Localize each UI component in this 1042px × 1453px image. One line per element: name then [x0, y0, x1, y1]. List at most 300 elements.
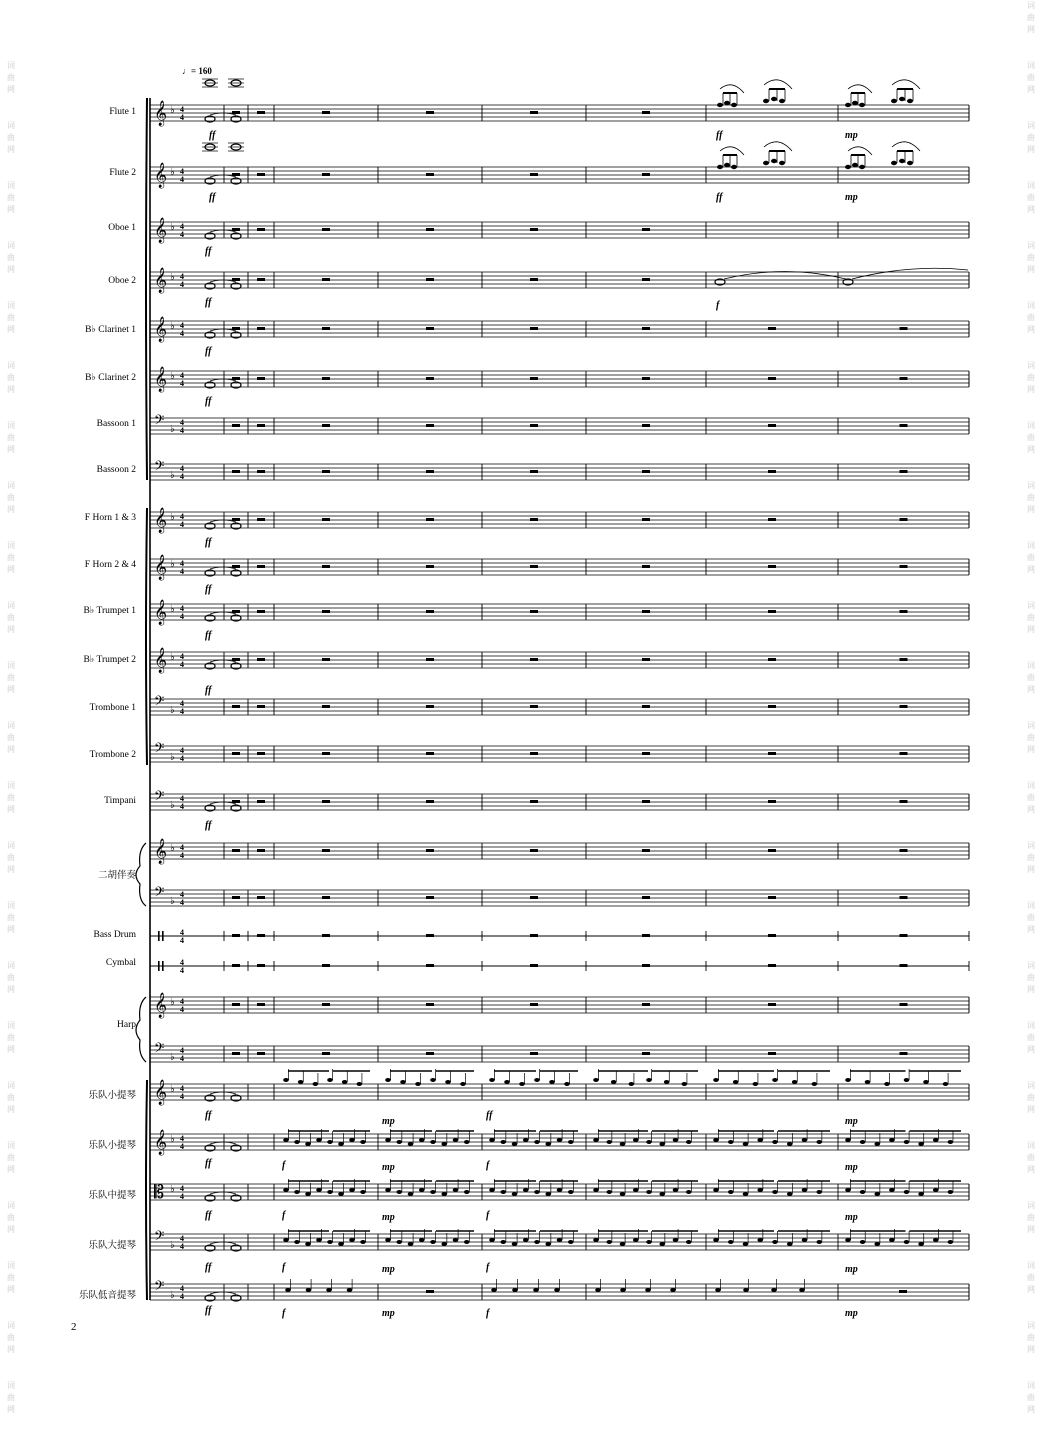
watermark-char: 网 — [7, 745, 15, 754]
whole-rest — [768, 934, 776, 937]
watermark-char: 词 — [7, 1321, 15, 1330]
whole-rest — [900, 377, 908, 380]
whole-rest — [426, 173, 434, 176]
whole-rest — [322, 1003, 330, 1006]
whole-rest — [530, 1003, 538, 1006]
treble-clef-icon: 𝄞 — [154, 163, 168, 188]
watermark-char: 网 — [1027, 85, 1035, 94]
dynamic-marking: f — [486, 1262, 490, 1273]
time-signature-bottom: 4 — [180, 1005, 184, 1014]
whole-rest — [257, 228, 265, 231]
note-head — [606, 1240, 612, 1244]
whole-rest — [530, 424, 538, 427]
time-signature-bottom: 4 — [180, 426, 184, 435]
note-head — [491, 1288, 497, 1292]
note-head — [347, 1288, 353, 1292]
watermark-char: 网 — [1027, 1285, 1035, 1294]
whole-rest — [642, 610, 650, 613]
watermark-gap — [1023, 1236, 1039, 1260]
note-head — [728, 1240, 734, 1244]
note-head — [673, 1188, 679, 1192]
watermark-char: 词 — [1027, 901, 1035, 910]
whole-rest — [530, 377, 538, 380]
note-head — [933, 1188, 939, 1192]
watermark-char: 词 — [7, 841, 15, 850]
whole-rest — [322, 658, 330, 661]
whole-rest — [232, 849, 240, 852]
dynamic-marking: mp — [845, 192, 858, 203]
watermark-char: 网 — [7, 85, 15, 94]
watermark-char: 网 — [7, 1345, 15, 1354]
whole-rest — [642, 327, 650, 330]
dynamic-marking: ff — [205, 537, 212, 548]
note-head — [316, 1238, 322, 1242]
note-head — [874, 1142, 880, 1146]
note-head — [802, 1138, 808, 1142]
whole-rest — [642, 896, 650, 899]
note-head — [283, 1078, 289, 1082]
flat-key-icon: ♭ — [170, 1290, 175, 1301]
watermark-char: 词 — [7, 301, 15, 310]
note-head — [645, 1288, 651, 1292]
time-signature-top: 4 — [180, 652, 184, 661]
note-head — [419, 1188, 425, 1192]
whole-rest — [768, 964, 776, 967]
treble-clef-icon: 𝄞 — [154, 268, 168, 293]
time-signature-top: 4 — [180, 512, 184, 521]
instrument-label-bb-trumpet-2: B♭ Trumpet 2 — [83, 655, 136, 665]
note-head — [557, 1188, 563, 1192]
note-head — [802, 1188, 808, 1192]
watermark-char: 曲 — [7, 733, 15, 742]
note-head — [802, 1238, 808, 1242]
watermark-char: 曲 — [7, 673, 15, 682]
whole-rest — [768, 896, 776, 899]
woodwind-bracket — [146, 98, 147, 480]
watermark-char: 词 — [1027, 1381, 1035, 1390]
whole-rest — [900, 1052, 908, 1055]
whole-rest — [768, 610, 776, 613]
note-head — [357, 1082, 363, 1086]
note-head — [874, 1242, 880, 1246]
time-signature-top: 4 — [180, 559, 184, 568]
dynamic-marking: mp — [382, 1308, 395, 1319]
dynamic-marking: mp — [382, 1264, 395, 1275]
whole-rest — [322, 173, 330, 176]
whole-rest — [426, 705, 434, 708]
whole-rest — [232, 752, 240, 755]
whole-rest — [530, 849, 538, 852]
watermark-char: 曲 — [7, 1273, 15, 1282]
watermark-char: 网 — [1027, 985, 1035, 994]
flat-key-icon: ♭ — [170, 752, 175, 763]
time-signature-top: 4 — [180, 464, 184, 473]
whole-rest — [257, 1052, 265, 1055]
whole-rest — [900, 934, 908, 937]
whole-rest — [768, 1052, 776, 1055]
watermark-char: 词 — [7, 1081, 15, 1090]
whole-rest — [232, 470, 240, 473]
whole-rest — [257, 377, 265, 380]
watermark-char: 网 — [1027, 1225, 1035, 1234]
note-head — [852, 163, 858, 167]
whole-rest — [900, 518, 908, 521]
note-head — [523, 1138, 529, 1142]
tie — [724, 272, 846, 280]
note-head — [771, 1288, 777, 1292]
slur — [848, 85, 872, 93]
bass-clef-icon: 𝄢 — [154, 1040, 165, 1059]
note-head — [430, 1140, 436, 1144]
note-head — [772, 1240, 778, 1244]
note-head — [453, 1238, 459, 1242]
whole-rest — [530, 752, 538, 755]
watermark-char: 曲 — [7, 193, 15, 202]
time-signature-top: 4 — [180, 1134, 184, 1143]
watermark-gap — [1023, 696, 1039, 720]
whole-rest — [900, 705, 908, 708]
note-head — [534, 1240, 540, 1244]
flat-key-icon: ♭ — [170, 896, 175, 907]
watermark-gap — [3, 936, 19, 960]
note-head — [728, 1140, 734, 1144]
note-head — [816, 1140, 822, 1144]
note-head — [713, 1078, 719, 1082]
note-head — [408, 1192, 414, 1196]
watermark-gap — [1023, 216, 1039, 240]
note-head — [779, 161, 785, 165]
watermark-gap — [1023, 516, 1039, 540]
dynamic-marking: ff — [205, 1262, 212, 1273]
note-head — [918, 1192, 924, 1196]
note-head — [904, 1240, 910, 1244]
time-signature-bottom: 4 — [180, 567, 184, 576]
watermark-char: 网 — [1027, 865, 1035, 874]
watermark-char: 曲 — [1027, 73, 1035, 82]
whole-rest — [322, 849, 330, 852]
note-head — [489, 1238, 495, 1242]
watermark-char: 曲 — [1027, 1393, 1035, 1402]
watermark-gap — [1023, 876, 1039, 900]
slur — [892, 142, 920, 151]
whole-rest — [232, 658, 240, 661]
note-head — [646, 1078, 652, 1082]
watermark-char: 网 — [7, 805, 15, 814]
note-head — [865, 1080, 871, 1084]
dynamic-marking: ff — [205, 346, 212, 357]
watermark-gap — [3, 1356, 19, 1380]
watermark-char: 曲 — [7, 793, 15, 802]
note-head — [646, 1140, 652, 1144]
note-head — [757, 1138, 763, 1142]
note-head — [327, 1190, 333, 1194]
watermark-gap — [3, 276, 19, 300]
note-head — [568, 1190, 574, 1194]
note-head — [554, 1288, 560, 1292]
whole-rest — [322, 424, 330, 427]
note-head — [659, 1192, 665, 1196]
whole-rest — [530, 1052, 538, 1055]
watermark-char: 网 — [7, 1225, 15, 1234]
treble-clef-icon: 𝄞 — [154, 648, 168, 673]
note-head — [338, 1242, 344, 1246]
watermark-char: 网 — [1027, 205, 1035, 214]
watermark-left — [3, 60, 19, 1440]
whole-rest — [642, 964, 650, 967]
percussion-clef-icon — [158, 931, 160, 941]
watermark-char: 曲 — [7, 973, 15, 982]
treble-clef-icon: 𝄞 — [154, 317, 168, 342]
watermark-char: 曲 — [1027, 1273, 1035, 1282]
watermark-char: 曲 — [1027, 1213, 1035, 1222]
note-head — [519, 1082, 525, 1086]
dynamic-marking: mp — [845, 130, 858, 141]
watermark-gap — [3, 576, 19, 600]
whole-rest — [257, 800, 265, 803]
flat-key-icon: ♭ — [170, 652, 175, 663]
flat-key-icon: ♭ — [170, 321, 175, 332]
note-head — [779, 99, 785, 103]
whole-rest — [900, 424, 908, 427]
whole-rest — [322, 752, 330, 755]
dynamic-marking: ff — [209, 130, 216, 141]
note-head — [294, 1140, 300, 1144]
watermark-char: 曲 — [1027, 553, 1035, 562]
time-signature-bottom: 4 — [180, 851, 184, 860]
note-head — [338, 1142, 344, 1146]
note-head — [620, 1192, 626, 1196]
note-head — [948, 1140, 954, 1144]
note-head — [464, 1240, 470, 1244]
treble-clef-icon: 𝄞 — [154, 508, 168, 533]
watermark-char: 曲 — [7, 1033, 15, 1042]
watermark-gap — [1023, 1356, 1039, 1380]
whole-rest — [232, 565, 240, 568]
whole-rest — [426, 658, 434, 661]
time-signature-bottom: 4 — [180, 1242, 184, 1251]
whole-rest — [232, 896, 240, 899]
watermark-char: 网 — [1027, 505, 1035, 514]
whole-rest — [642, 565, 650, 568]
watermark-char: 词 — [7, 241, 15, 250]
note-head — [564, 1082, 570, 1086]
whole-rest — [426, 800, 434, 803]
note-head — [659, 1142, 665, 1146]
flat-key-icon: ♭ — [170, 272, 175, 283]
whole-rest — [232, 111, 240, 114]
watermark-gap — [3, 1416, 19, 1440]
whole-rest — [257, 849, 265, 852]
watermark-gap — [3, 1296, 19, 1320]
note-head — [512, 1242, 518, 1246]
watermark-char: 词 — [1027, 1141, 1035, 1150]
note-head — [385, 1188, 391, 1192]
percussion-clef-icon — [162, 961, 164, 971]
whole-rest — [232, 278, 240, 281]
time-signature-bottom: 4 — [180, 175, 184, 184]
watermark-gap — [1023, 1296, 1039, 1320]
watermark-char: 词 — [1027, 121, 1035, 130]
watermark-char: 词 — [1027, 961, 1035, 970]
note-head — [500, 1140, 506, 1144]
watermark-char: 词 — [1027, 61, 1035, 70]
whole-rest — [530, 705, 538, 708]
flat-key-icon: ♭ — [170, 470, 175, 481]
flat-key-icon: ♭ — [170, 1084, 175, 1095]
slur — [892, 80, 920, 89]
time-signature-bottom: 4 — [180, 520, 184, 529]
note-head — [713, 1138, 719, 1142]
note-head — [633, 1188, 639, 1192]
whole-rest — [530, 278, 538, 281]
note-head — [943, 1082, 949, 1086]
flat-key-icon: ♭ — [170, 1134, 175, 1145]
watermark-gap — [1023, 36, 1039, 60]
note-head — [408, 1242, 414, 1246]
dynamic-marking: ff — [716, 130, 723, 141]
instrument-label-flute-1: Flute 1 — [109, 107, 136, 117]
watermark-gap — [3, 96, 19, 120]
note-head — [306, 1288, 312, 1292]
watermark-gap — [3, 756, 19, 780]
whole-rest — [232, 377, 240, 380]
time-signature-bottom: 4 — [180, 966, 184, 975]
note-head — [713, 1238, 719, 1242]
whole-rest — [257, 565, 265, 568]
watermark-gap — [1023, 936, 1039, 960]
watermark-gap — [1023, 156, 1039, 180]
whole-rest — [232, 610, 240, 613]
note-head — [948, 1240, 954, 1244]
note-head — [933, 1138, 939, 1142]
note-head — [686, 1240, 692, 1244]
note-head — [464, 1190, 470, 1194]
note-head — [771, 97, 777, 101]
whole-rest — [642, 1003, 650, 1006]
note-head — [441, 1192, 447, 1196]
note-head — [557, 1238, 563, 1242]
note-head — [283, 1138, 289, 1142]
whole-rest — [426, 1290, 434, 1293]
watermark-char: 词 — [1027, 661, 1035, 670]
watermark-char: 曲 — [1027, 253, 1035, 262]
flat-key-icon: ♭ — [170, 1240, 175, 1251]
watermark-char: 词 — [1027, 421, 1035, 430]
treble-clef-icon: 𝄞 — [154, 555, 168, 580]
whole-rest — [426, 470, 434, 473]
treble-clef-icon: 𝄞 — [154, 367, 168, 392]
flat-key-icon: ♭ — [170, 843, 175, 854]
time-signature-bottom: 4 — [180, 113, 184, 122]
watermark-char: 词 — [1027, 601, 1035, 610]
note-head — [713, 1188, 719, 1192]
watermark-char: 网 — [7, 625, 15, 634]
watermark-gap — [3, 636, 19, 660]
note-head — [743, 1192, 749, 1196]
note-head — [283, 1238, 289, 1242]
watermark-char: 曲 — [7, 1333, 15, 1342]
note-head — [441, 1242, 447, 1246]
whole-rest — [257, 1003, 265, 1006]
watermark-char: 曲 — [1027, 1033, 1035, 1042]
watermark-char: 网 — [1027, 1105, 1035, 1114]
instrument-label-strings-1: 乐队小提琴 — [88, 1091, 136, 1101]
whole-rest — [900, 849, 908, 852]
watermark-char: 曲 — [1027, 193, 1035, 202]
whole-rest — [426, 1052, 434, 1055]
time-signature-bottom: 4 — [180, 898, 184, 907]
time-signature-bottom: 4 — [180, 329, 184, 338]
whole-rest — [768, 565, 776, 568]
note-head — [753, 1082, 759, 1086]
whole-rest — [257, 424, 265, 427]
dynamic-marking: ff — [205, 1158, 212, 1169]
whole-rest — [642, 849, 650, 852]
whole-rest — [900, 658, 908, 661]
note-head — [460, 1082, 466, 1086]
instrument-label-flute-2: Flute 2 — [109, 168, 136, 178]
whole-rest — [257, 278, 265, 281]
instrument-label-strings-5: 乐队低音提琴 — [78, 1291, 136, 1301]
whole-rest — [322, 964, 330, 967]
time-signature-bottom: 4 — [180, 936, 184, 945]
flat-key-icon: ♭ — [170, 222, 175, 233]
whole-rest — [257, 752, 265, 755]
time-signature-top: 4 — [180, 1084, 184, 1093]
whole-rest — [426, 964, 434, 967]
whole-rest — [322, 1052, 330, 1055]
watermark-gap — [1023, 336, 1039, 360]
alto-clef-icon: 𝄡 — [154, 1182, 165, 1203]
note-head — [408, 1142, 414, 1146]
whole-rest — [426, 565, 434, 568]
dynamic-marking: ff — [205, 630, 212, 641]
watermark-char: 词 — [7, 1381, 15, 1390]
whole-rest — [642, 424, 650, 427]
whole-rest — [530, 518, 538, 521]
watermark-char: 曲 — [1027, 1093, 1035, 1102]
whole-rest — [257, 658, 265, 661]
whole-rest — [426, 278, 434, 281]
note-head — [445, 1080, 451, 1084]
whole-rest — [257, 111, 265, 114]
time-signature-top: 4 — [180, 1046, 184, 1055]
note-head — [294, 1190, 300, 1194]
time-signature-bottom: 4 — [180, 707, 184, 716]
dynamic-marking: f — [486, 1160, 490, 1171]
note-head — [534, 1078, 540, 1082]
whole-rest — [322, 896, 330, 899]
slur — [720, 85, 744, 93]
watermark-char: 曲 — [1027, 493, 1035, 502]
note-head — [327, 1140, 333, 1144]
time-signature-bottom: 4 — [180, 1292, 184, 1301]
note-head — [568, 1140, 574, 1144]
note-head — [845, 103, 851, 107]
flat-key-icon: ♭ — [170, 705, 175, 716]
time-signature-top: 4 — [180, 272, 184, 281]
whole-rest — [530, 470, 538, 473]
slur — [764, 80, 792, 89]
watermark-char: 曲 — [1027, 613, 1035, 622]
watermark-char: 曲 — [7, 493, 15, 502]
note-head — [948, 1190, 954, 1194]
whole-rest — [768, 752, 776, 755]
time-signature-top: 4 — [180, 167, 184, 176]
time-signature-top: 4 — [180, 890, 184, 899]
note-head — [772, 1078, 778, 1082]
whole-rest — [530, 228, 538, 231]
